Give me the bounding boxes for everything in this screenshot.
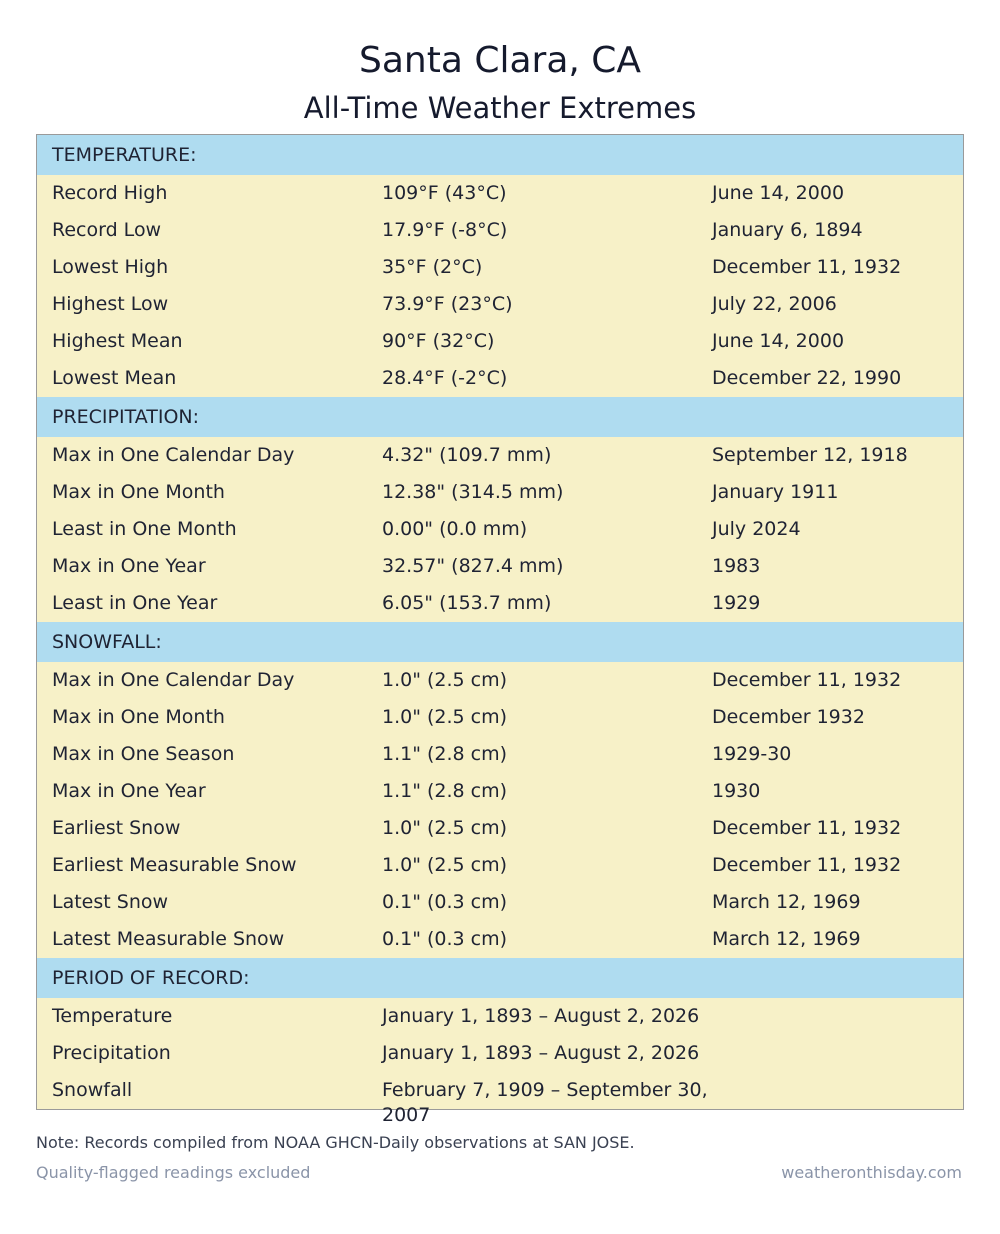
row-label: Highest Low (52, 293, 169, 315)
row-label: Least in One Year (52, 592, 218, 614)
quality-note: Quality-flagged readings excluded (36, 1163, 311, 1182)
table-row (37, 249, 963, 286)
table-row (37, 437, 963, 474)
row-label: Earliest Snow (52, 817, 181, 839)
table-row (37, 662, 963, 699)
row-date: December 1932 (712, 706, 865, 728)
row-date: 1929-30 (712, 743, 792, 765)
row-value: 35°F (2°C) (382, 256, 483, 278)
row-value: 28.4°F (-2°C) (382, 367, 508, 389)
row-label: Precipitation (52, 1042, 171, 1064)
row-label: Least in One Month (52, 518, 237, 540)
row-value: January 1, 1893 – August 2, 2026 (382, 1005, 700, 1027)
row-value: January 1, 1893 – August 2, 2026 (382, 1042, 700, 1064)
row-label: Latest Measurable Snow (52, 928, 285, 950)
row-date: March 12, 1969 (712, 891, 861, 913)
row-value: 90°F (32°C) (382, 330, 495, 352)
page-title: Santa Clara, CA (358, 40, 642, 81)
row-value: 17.9°F (-8°C) (382, 219, 508, 241)
row-date: 1983 (712, 555, 761, 577)
row-date: July 2024 (712, 518, 801, 540)
row-value: 4.32" (109.7 mm) (382, 444, 552, 466)
row-date: June 14, 2000 (712, 182, 845, 204)
row-value: February 7, 1909 – September 30, 2007 (382, 1079, 708, 1126)
row-label: Record High (52, 182, 168, 204)
row-label: Max in One Calendar Day (52, 444, 295, 466)
row-label: Max in One Season (52, 743, 235, 765)
row-value: 12.38" (314.5 mm) (382, 481, 564, 503)
table-row (37, 699, 963, 736)
row-date: 1930 (712, 780, 761, 802)
section-title: PERIOD OF RECORD: (52, 967, 250, 989)
row-date: December 11, 1932 (712, 256, 902, 278)
table-row (37, 921, 963, 958)
row-value: 1.0" (2.5 cm) (382, 669, 508, 691)
table-row (37, 548, 963, 585)
row-value: 0.00" (0.0 mm) (382, 518, 528, 540)
table-row (37, 175, 963, 212)
row-label: Earliest Measurable Snow (52, 854, 297, 876)
row-value: 0.1" (0.3 cm) (382, 928, 508, 950)
row-date: December 11, 1932 (712, 669, 902, 691)
table-row (37, 773, 963, 810)
row-value: 1.1" (2.8 cm) (382, 780, 508, 802)
row-label: Max in One Month (52, 706, 225, 728)
row-label: Max in One Year (52, 555, 206, 577)
table-row (37, 474, 963, 511)
section-header-temperature (37, 135, 963, 175)
section-title: PRECIPITATION: (52, 406, 200, 428)
table-row (37, 212, 963, 249)
row-label: Highest Mean (52, 330, 183, 352)
row-date: March 12, 1969 (712, 928, 861, 950)
table-row (37, 736, 963, 773)
table-row (37, 585, 963, 622)
table-row (37, 511, 963, 548)
row-label: Max in One Calendar Day (52, 669, 295, 691)
table-row (37, 884, 963, 921)
row-value: 6.05" (153.7 mm) (382, 592, 552, 614)
section-header-period-of-record (37, 958, 963, 998)
section-title: SNOWFALL: (52, 631, 162, 653)
footnote: Note: Records compiled from NOAA GHCN-Daily observations at SAN JOSE. (36, 1133, 635, 1152)
row-label: Lowest Mean (52, 367, 177, 389)
table-row (37, 286, 963, 323)
table-row (37, 1035, 963, 1072)
row-value: 32.57" (827.4 mm) (382, 555, 564, 577)
page-subtitle: All-Time Weather Extremes (303, 91, 697, 125)
row-value: 73.9°F (23°C) (382, 293, 513, 315)
row-label: Max in One Month (52, 481, 225, 503)
extremes-table (36, 134, 964, 1126)
table-row (37, 323, 963, 360)
row-value: 1.1" (2.8 cm) (382, 743, 508, 765)
row-date: December 22, 1990 (712, 367, 902, 389)
row-label: Temperature (52, 1005, 173, 1027)
source-link[interactable]: weatheronthisday.com (781, 1163, 962, 1182)
row-value: 0.1" (0.3 cm) (382, 891, 508, 913)
section-header-snowfall (37, 622, 963, 662)
table-row (37, 810, 963, 847)
row-value: 109°F (43°C) (382, 182, 507, 204)
row-date: 1929 (712, 592, 761, 614)
row-label: Lowest High (52, 256, 169, 278)
row-value: 1.0" (2.5 cm) (382, 706, 508, 728)
row-date: January 6, 1894 (712, 219, 863, 241)
section-title: TEMPERATURE: (52, 144, 197, 166)
row-label: Record Low (52, 219, 162, 241)
table-row (37, 847, 963, 884)
table-row (37, 360, 963, 397)
row-date: September 12, 1918 (712, 444, 908, 466)
row-value: 1.0" (2.5 cm) (382, 854, 508, 876)
row-label: Max in One Year (52, 780, 206, 802)
table-row (37, 998, 963, 1035)
row-date: December 11, 1932 (712, 817, 902, 839)
table-row (37, 1072, 963, 1126)
row-date: July 22, 2006 (712, 293, 837, 315)
section-header-precipitation (37, 397, 963, 437)
row-date: January 1911 (712, 481, 839, 503)
row-date: June 14, 2000 (712, 330, 845, 352)
row-date: December 11, 1932 (712, 854, 902, 876)
row-value: 1.0" (2.5 cm) (382, 817, 508, 839)
row-label: Snowfall (52, 1079, 133, 1101)
row-label: Latest Snow (52, 891, 169, 913)
